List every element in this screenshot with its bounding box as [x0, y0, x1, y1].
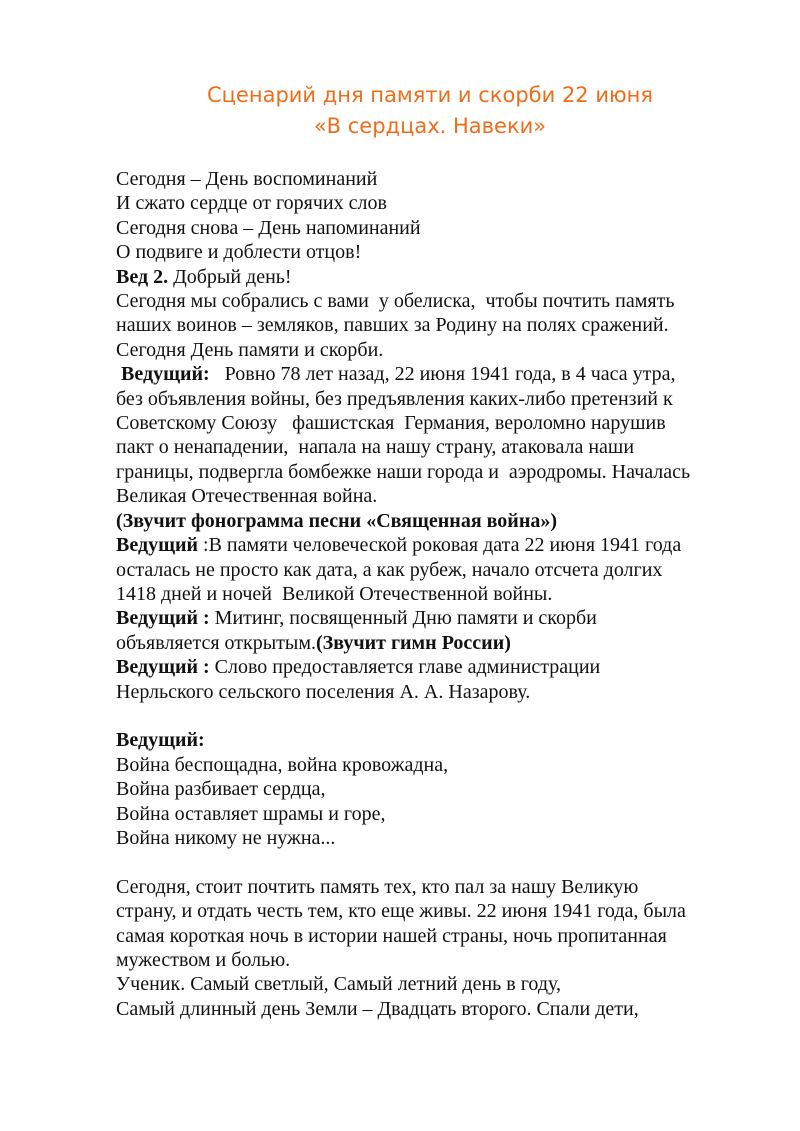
line-text: Великая Отечественная война.: [116, 485, 378, 508]
text-line: [116, 802, 800, 826]
text-line: [116, 655, 800, 679]
text-line: [116, 313, 800, 337]
text-line: [116, 216, 800, 240]
line-text: Война разбивает сердца,: [116, 778, 326, 801]
speaker-label: Ведущий:: [116, 729, 205, 752]
text-line: [116, 191, 800, 215]
title-line-2: «В сердцах. Навеки»: [313, 114, 547, 138]
speaker-label: Ведущий :: [116, 607, 210, 630]
line-text: Митинг, посвященный Дню памяти и скорби: [209, 607, 597, 630]
text-line: [116, 753, 800, 777]
text-line: [116, 509, 800, 533]
line-text: без объявления войны, без предъявления каких-либо претензий к: [116, 387, 673, 410]
speaker-label: Ведущий:: [116, 363, 210, 386]
text-line: [116, 606, 800, 630]
line-text: Слово предоставляется главе администрации: [209, 656, 601, 679]
document-body: [116, 167, 800, 1021]
text-line: [116, 387, 800, 411]
text-line: [116, 558, 800, 582]
text-line: [116, 460, 800, 484]
line-text: границы, подвергла бомбежке наши города и аэродромы. Началась: [116, 460, 691, 483]
line-text: Ровно 78 лет назад, 22 июня 1941 года, в 4 часа утра,: [209, 363, 676, 386]
line-text: Ученик. Самый светлый, Самый летний день в году,: [116, 973, 562, 996]
document-title: [0, 80, 800, 142]
line-text: объявляется открытым.: [116, 631, 316, 654]
text-line: [116, 924, 800, 948]
line-text: Война оставляет шрамы и горе,: [116, 802, 386, 825]
text-line: [116, 948, 800, 972]
stage-direction: (Звучит гимн России): [315, 631, 511, 654]
text-line: [116, 826, 800, 850]
line-text: Сегодня снова – День напоминаний: [116, 216, 421, 239]
line-text: пакт о ненападении, напала на нашу страну, атаковала наши: [116, 436, 635, 459]
line-text: :В памяти человеческой роковая дата 22 июня 1941 года: [198, 534, 682, 557]
text-line: [116, 338, 800, 362]
text-line: [116, 362, 800, 386]
text-line: [116, 240, 800, 264]
text-line: [116, 972, 800, 996]
line-text: мужеством и болью.: [116, 948, 291, 971]
text-line: [116, 704, 800, 728]
text-line: [116, 875, 800, 899]
line-text: Нерльского сельского поселения А. А. Назарову.: [116, 680, 531, 703]
speaker-label: Ведущий: [116, 534, 199, 557]
text-line: [116, 997, 800, 1021]
line-text: И сжато сердце от горячих слов: [116, 192, 387, 215]
line-text: Сегодня – День воспоминаний: [116, 168, 378, 190]
text-line: [116, 777, 800, 801]
text-line: [116, 484, 800, 508]
speaker-label: Вед 2.: [116, 265, 169, 288]
text-line: [116, 289, 800, 313]
title-line-1: Сценарий дня памяти и скорби 22 июня: [206, 83, 654, 107]
line-text: 1418 дней и ночей Великой Отечественной войны.: [116, 582, 553, 605]
text-line: [116, 899, 800, 923]
line-text: Сегодня, стоит почтить память тех, кто пал за нашу Великую: [116, 875, 639, 898]
text-line: [116, 435, 800, 459]
text-line: [116, 167, 800, 191]
line-text: Война никому не нужна...: [116, 826, 336, 849]
speaker-label: Ведущий :: [116, 656, 210, 679]
line-text: осталась не просто как дата, а как рубеж, начало отсчета долгих: [116, 558, 663, 581]
line-text: Советскому Союзу фашистская Германия, вероломно нарушив: [116, 412, 666, 435]
line-text: О подвиге и доблести отцов!: [116, 241, 362, 264]
line-text: страну, и отдать честь тем, кто еще живы. 22 июня 1941 года, была: [116, 900, 686, 923]
line-text: Сегодня День памяти и скорби.: [116, 338, 384, 361]
speaker-label: (Звучит фонограмма песни «Священная война»): [116, 509, 558, 532]
text-line: [116, 631, 800, 655]
text-line: [116, 582, 800, 606]
line-text: самая короткая ночь в истории нашей страны, ночь пропитанная: [116, 924, 667, 947]
text-line: [116, 533, 800, 557]
line-text: наших воинов – земляков, павших за Родину на полях сражений.: [116, 314, 669, 337]
line-text: Сегодня мы собрались с вами у обелиска, чтобы почтить память: [116, 290, 675, 313]
text-line: [116, 850, 800, 874]
line-text: Добрый день!: [168, 265, 292, 288]
line-text: Самый длинный день Земли – Двадцать второго. Спали дети,: [116, 997, 639, 1020]
text-line: [116, 680, 800, 704]
text-line: [116, 728, 800, 752]
line-text: Война беспощадна, война кровожадна,: [116, 753, 449, 776]
text-line: [116, 411, 800, 435]
text-line: [116, 265, 800, 289]
